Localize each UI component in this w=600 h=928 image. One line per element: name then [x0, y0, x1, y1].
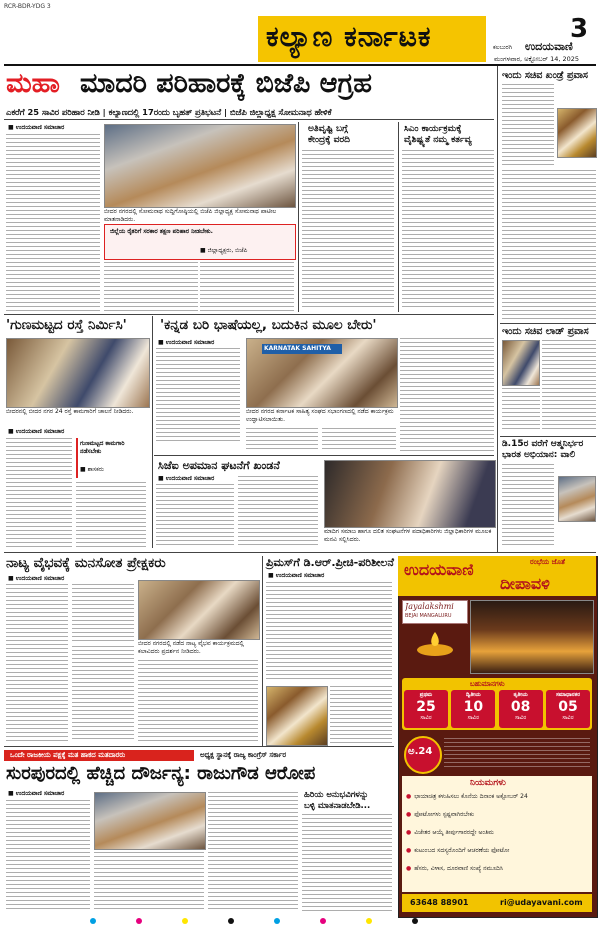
primus-photo	[266, 686, 328, 746]
lead-bottom-rule	[4, 314, 494, 315]
reg-mark-icon	[182, 918, 188, 924]
right-story2-body-b	[502, 388, 540, 432]
right-rule-v	[497, 66, 498, 552]
prize-rank: ತೃತೀಯ	[513, 692, 528, 698]
ad-sponsor: Jayalakshmi	[405, 602, 454, 611]
edition-code: RCR-BDR-YDG 3	[4, 3, 51, 10]
kannada-body-1	[156, 348, 240, 444]
ad-rule-text: ಹೆಸರು, ವಿಳಾಸ, ದೂರವಾಣಿ ಸಂಖ್ಯೆ ನಮೂದಿಸಿ	[414, 865, 504, 872]
ad-email: ri@udayavani.com	[500, 898, 583, 907]
natya-byline: ■ ಉದಯವಾಣಿ ಸಮಾಚಾರ	[8, 575, 65, 582]
natya-photo-caption: ಬೀದರ ನಗರದಲ್ಲಿ ನಡೆದ ನಾಟ್ಯ ವೈಭವ ಕಾರ್ಯಕ್ರಮದಲ್ಲಿ ಕಲಾವಿದರು ಪ್ರದರ್ಶನ ನೀಡಿದರು.	[138, 640, 245, 655]
prize-rank: ದ್ವಿತೀಯ	[465, 692, 481, 698]
ad-title: ದೀಪಾವಳಿ	[500, 574, 550, 593]
bottom-side-body	[302, 814, 392, 912]
primus-body	[266, 582, 392, 682]
roads-photo-caption: ಬೀದರನಲ್ಲಿ ಬೀದರ ನಗರ 24 ರಸ್ತೆ ಕಾಮಗಾರಿಗೆ ಚಾಲನೆ ನೀಡಿದರು.	[6, 408, 134, 415]
natya-body-4	[138, 660, 258, 742]
lead-subheadline: ಎಕರೆಗೆ 25 ಸಾವಿರ ಪರಿಹಾರ ನೀಡಿ | ಕಲ್ಯಾಣದಲ್ಲಿ 17ರಂದು ಬೃಹತ್ ಪ್ರತಿಭಟನೆ | ಬಿಜೆಪಿ ಜಿಲ್ಲಾಧ್ಯಕ್ಷ ಸೋಮನಾಥ ಹೇಳಿಕೆ	[6, 107, 332, 117]
bullet-icon: ●	[406, 829, 412, 836]
side-rule-v2	[398, 122, 399, 312]
prize-rank: ಸಮಾಧಾನಕರ	[555, 692, 580, 698]
bullet-icon: ●	[406, 865, 412, 872]
prize-item	[404, 690, 448, 728]
bottom-photo	[94, 792, 206, 850]
cji-body-2	[238, 476, 318, 548]
reg-mark-icon	[136, 918, 142, 924]
ad-rule-item	[406, 846, 590, 855]
bullet-icon: ●	[406, 847, 412, 854]
natya-body-1	[6, 584, 68, 742]
bottom-kicker-right: ಅಧ್ಯಕ್ಷ ಸ್ಥಾನಕ್ಕೆ ರಾಜ್ಯ ಕಾಂಗ್ರೆಸ್ ಸರ್ಕಾರ	[200, 751, 287, 759]
ad-rule-item	[406, 828, 590, 837]
bullet-icon: ●	[406, 793, 412, 800]
bottom-byline: ■ ಉದಯವಾಣಿ ಸಮಾಚಾರ	[8, 790, 65, 797]
prize-list	[404, 690, 590, 728]
natya-body-2	[72, 584, 134, 642]
right-story3-body	[502, 464, 554, 548]
lead-body-col1b	[6, 262, 100, 312]
ad-phone: 63648 88901	[410, 898, 469, 907]
section-title: ಕಲ್ಯಾಣ ಕರ್ನಾಟಕ	[266, 20, 432, 53]
primus-headline: ಪ್ರಿಮಸ್‌ಗೆ ಡಿ.ಆರ್.ಪ್ರೀಚಿ-ಪರಿಶೀಲನೆ	[266, 556, 394, 569]
ad-intro-text	[444, 738, 590, 768]
date-line: ಮಂಗಳವಾರ, ಅಕ್ಟೋಬರ್ 14, 2025	[494, 55, 580, 63]
reg-mark-icon	[412, 918, 418, 924]
prize-rank: ಪ್ರಥಮ	[419, 692, 433, 698]
diya-icon	[415, 630, 455, 658]
section-rule-3	[4, 746, 394, 747]
ad-brand: ಉದಯವಾಣಿ	[404, 560, 474, 579]
bottom-side-headline-2: ಬಳ್ಳಿ ಮಾತನಾಡಬೇಡಿ...	[304, 801, 371, 811]
kannada-body-3	[322, 428, 396, 452]
lead-body-col2	[104, 262, 198, 312]
ad-rules-list	[406, 792, 590, 888]
ad-rules-title: ನಿಯಮಗಳು	[470, 778, 506, 788]
cji-photo	[324, 460, 496, 528]
kannada-rule-v	[152, 316, 153, 548]
side1-headline-1: ಅತಿವೃಷ್ಟಿ ಬಗ್ಗೆ	[308, 124, 348, 134]
ad-tag: ರಂಭೆಯ ಜೊತೆ	[530, 558, 566, 566]
prize-amount: 08	[510, 699, 531, 715]
prize-amount: 10	[463, 699, 484, 715]
lead-photo-caption: ಬೀದರ ನಗರದಲ್ಲಿ ಸೋಮನಾಥ ಸುದ್ದಿಗೋಷ್ಠಿಯಲ್ಲಿ ಬಿಜೆಪಿ ಜಿಲ್ಲಾಧ್ಯಕ್ಷ ಸೋಮನಾಥ ಪಾಟೀಲ ಮಾತನಾಡಿದರು.	[104, 208, 277, 223]
primus-byline: ■ ಉದಯವಾಣಿ ಸಮಾಚಾರ	[268, 572, 325, 579]
ad-festive-photo	[470, 600, 594, 674]
reg-mark-icon	[320, 918, 326, 924]
kannada-body-4	[400, 338, 494, 452]
bottom-side-headline-1: ಹಿರಿಯ ಅನುಭವಿಗಳನ್ನು	[304, 790, 369, 800]
ad-rule-text: ಫೋಟೋಗಳು ಸ್ಪಷ್ಟವಾಗಿರಬೇಕು	[414, 811, 474, 818]
roads-body-1	[6, 438, 72, 548]
right-rule-2	[500, 436, 596, 437]
ad-rule-item	[406, 810, 590, 819]
lead-photo	[104, 124, 296, 208]
side2-headline-1: ಸಿಎಂ ಕಾರ್ಯಕ್ರಮಕ್ಕೆ	[404, 124, 462, 134]
prize-unit: ಸಾವಿರ	[467, 715, 479, 721]
bottom-body-3	[208, 792, 298, 912]
right-story2-portrait	[502, 340, 540, 386]
side2-headline-2: ವೈಶಿಷ್ಟ್ಯತೆ ನಮ್ಮ ಕರ್ತವ್ಯ	[404, 135, 472, 145]
side1-headline-2: ಕೇಂದ್ರಕ್ಕೆ ವರದಿ	[308, 135, 350, 145]
bullet-icon: ●	[406, 811, 412, 818]
right-story3-headline-1: ಡಿ.15ರ ವರೆಗೆ ಆತ್ಮನಿರ್ಭರ	[502, 439, 584, 449]
registration-marks	[90, 918, 510, 924]
ad-sponsor-sub: BEJAI MANGALURU	[405, 613, 452, 619]
cji-headline: ಸಿಜೆಐ ಅಪಮಾನ ಘಟನೆಗೆ ಖಂಡನೆ	[158, 459, 280, 472]
lead-body-col1	[6, 134, 100, 260]
ad-deadline: ಅ.24	[408, 746, 433, 757]
right-story2-body	[542, 340, 596, 432]
roads-body-2	[76, 482, 146, 548]
ad-rule-text: ಛಾಯಾಚಿತ್ರ ಕಳುಹಿಸಲು ಕೊನೆಯ ದಿನಾಂಕ ಅಕ್ಟೋಬರ್ 24	[414, 793, 528, 800]
right-story2-headline: ಇಂದು ಸಚಿವ ಲಾಡ್ ಪ್ರವಾಸ	[502, 326, 589, 337]
ad-rule-item	[406, 792, 590, 801]
primus-rule-v	[262, 556, 263, 746]
natya-photo	[138, 580, 260, 640]
bottom-body-2	[94, 852, 204, 912]
prize-item	[499, 690, 543, 728]
right-story3-headline-2: ಭಾರತ ಅಭಿಯಾನ: ವಾಲಿ	[502, 450, 576, 460]
kannada-bottom-rule	[154, 455, 494, 456]
lead-sub-rule	[4, 119, 494, 120]
kannada-photo-caption: ಬೀದರ ನಗರದ ಕರ್ನಾಟಕ ಸಾಹಿತ್ಯ ಸಂಘದ ಸಭಾಂಗಣದಲ್ಲಿ ನಡೆದ ಕಾರ್ಯಕ್ರಮ ಉದ್ಘಾಟಿಸಲಾಯಿತು.	[246, 408, 394, 423]
ad-prize-header: ಬಹುಮಾನಗಳು	[470, 680, 505, 688]
side-rule-v	[298, 122, 299, 312]
lead-pullquote: ಜಿಲ್ಲೆಯ ರೈತರಿಗೆ ಸರಕಾರ ತಕ್ಷಣ ಪರಿಹಾರ ನೀಡಬೇಕು.	[110, 228, 213, 235]
prize-item	[546, 690, 590, 728]
reg-mark-icon	[90, 918, 96, 924]
natya-body-3	[72, 646, 134, 742]
lead-headline: ಮಾದರಿ ಪರಿಹಾರಕ್ಕೆ ಬಿಜೆಪಿ ಆಗ್ರಹ	[80, 68, 372, 99]
page-number: 3	[570, 14, 589, 44]
prize-amount: 25	[416, 699, 436, 715]
side2-body	[402, 150, 494, 310]
kannada-photo-banner-text: KARNATAK SAHITYA	[264, 345, 331, 352]
roads-headline: 'ಗುಣಮಟ್ಟದ ರಸ್ತೆ ನಿರ್ಮಿಸಿ'	[6, 317, 127, 333]
roads-byline: ■ ಉದಯವಾಣಿ ಸಮಾಚಾರ	[8, 428, 65, 435]
lead-kicker: ಮಹಾ	[6, 68, 60, 99]
reg-mark-icon	[228, 918, 234, 924]
lead-pullquote-author: ■ ಜಿಲ್ಲಾಧ್ಯಕ್ಷರು, ಬಿಜೆಪಿ	[200, 247, 248, 254]
ad-rule-text: ವಿಜೇತರ ಆಯ್ಕೆ ತೀರ್ಪುಗಾರರದ್ದೇ ಅಂತಿಮ	[414, 829, 494, 836]
right-rule-1	[500, 323, 596, 324]
prize-unit: ಸಾವಿರ	[514, 715, 527, 721]
kannada-headline: 'ಕನ್ನಡ ಬರಿ ಭಾಷೆಯಲ್ಲ, ಬದುಕಿನ ಮೂಲ ಬೇರು'	[160, 317, 377, 333]
section-rule-2	[4, 552, 596, 553]
right-story1-portrait	[557, 108, 597, 158]
lead-body-col3	[200, 262, 294, 312]
brand-small: ಉದಯವಾಣಿ	[525, 40, 573, 53]
bottom-headline: ಸುರಪುರದಲ್ಲಿ ಹೆಚ್ಚಿದ ದೌರ್ಜನ್ಯ: ರಾಜುಗೌಡ ಆರೋಪ	[6, 763, 316, 784]
brand-small-label: ಕಲಬುರಗಿ	[493, 44, 513, 51]
natya-headline: ನಾಟ್ಯ ವೈಭವಕ್ಕೆ ಮನಸೋತ ಪ್ರೇಕ್ಷಕರು	[6, 555, 166, 571]
right-story1-body-b	[502, 170, 596, 320]
roads-photo	[6, 338, 150, 408]
prize-unit: ಸಾವಿರ	[562, 715, 574, 721]
primus-body-2	[330, 686, 392, 744]
prize-item	[451, 690, 495, 728]
prize-unit: ಸಾವಿರ	[420, 715, 432, 721]
cji-byline: ■ ಉದಯವಾಣಿ ಸಮಾಚಾರ	[158, 475, 215, 482]
right-story3-portrait	[558, 476, 596, 522]
reg-mark-icon	[366, 918, 372, 924]
masthead-rule	[4, 64, 596, 66]
prize-amount: 05	[558, 699, 578, 715]
cji-body-1	[156, 484, 234, 548]
right-story1-body-a	[502, 84, 554, 168]
right-story1-headline: ಇಂದು ಸಚಿವ ಖಂಡ್ರೆ ಪ್ರವಾಸ	[502, 70, 588, 81]
cji-photo-caption: ಮಾದಿಗ ಸಮಾಜ ಹಾಗೂ ದಲಿತ ಸಂಘಟನೆಗಳ ಪದಾಧಿಕಾರಿಗಳು ಜಿಲ್ಲಾಧಿಕಾರಿಗಳ ಮೂಲಕ ಮನವಿ ಸಲ್ಲಿಸಿದರು.	[324, 528, 492, 543]
roads-pullquote-author: ■ ಶಾಸಕರು	[80, 466, 104, 473]
bottom-kicker-left: ಒಂದೇ ರಾಜಕೀಯ ಪಕ್ಷಕ್ಕೆ ಮತ ಹಾಕದ ಮತದಾರರು	[10, 751, 126, 759]
lead-byline: ■ ಉದಯವಾಣಿ ಸಮಾಚಾರ	[8, 124, 65, 131]
ad-rule-text: ಕುಟುಂಬದ ಸದಸ್ಯರೊಂದಿಗೆ ಆಚರಣೆಯ ಫೋಟೋ	[414, 847, 510, 854]
side1-body	[302, 150, 394, 310]
kannada-byline: ■ ಉದಯವಾಣಿ ಸಮಾಚಾರ	[158, 339, 215, 346]
ad-rule-item	[406, 864, 590, 873]
kannada-body-2	[246, 428, 318, 452]
reg-mark-icon	[274, 918, 280, 924]
roads-pullquote: ಗುಣಮಟ್ಟದ ಕಾಮಗಾರಿ ನಡೆಸಬೇಕು	[80, 440, 125, 455]
bottom-body-1	[6, 800, 90, 912]
